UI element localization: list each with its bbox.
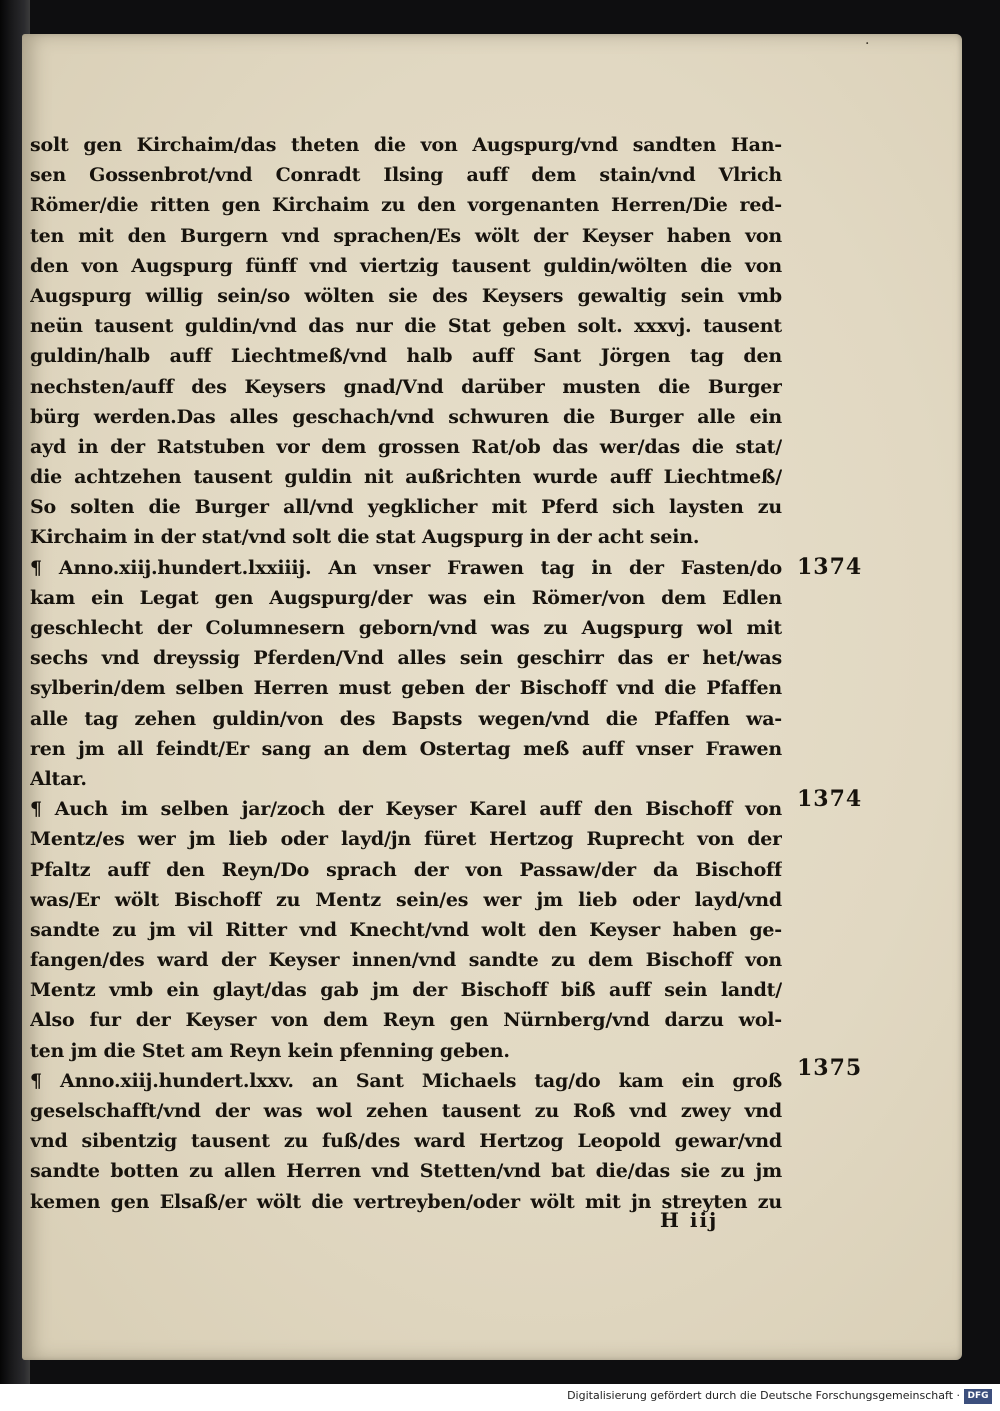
- margin-year: 1374: [797, 554, 863, 580]
- text-line: neün tausent guldin/vnd das nur die Stat geben solt. xxxvj. tausent: [30, 315, 782, 338]
- signature-mark: H iij: [660, 1208, 719, 1232]
- text-line: kemen gen Elsaß/er wölt die vertreyben/oder wölt mit jn streyten zu: [30, 1190, 782, 1213]
- text-line: Mentz/es wer jm lieb oder layd/jn füret Hertzog Ruprecht von der: [30, 828, 782, 851]
- text-line: vnd sibentzig tausent zu fuß/des ward Hertzog Leopold gewar/vnd: [30, 1130, 782, 1153]
- text-line: kam ein Legat gen Augspurg/der was ein Römer/von dem Edlen: [30, 586, 782, 609]
- text-line: sechs vnd dreyssig Pferden/Vnd alles sein geschirr das er het/was: [30, 647, 782, 670]
- text-line: Römer/die ritten gen Kirchaim zu den vorgenanten Herren/Die red‑: [30, 194, 782, 217]
- text-line: sen Gossenbrot/vnd Conradt Ilsing auff dem stain/vnd Vlrich: [30, 164, 782, 187]
- text-line: Augspurg willig sein/so wölten sie des Keysers gewaltig sein vmb: [30, 284, 782, 307]
- text-line: sandte botten zu allen Herren vnd Stetten/vnd bat die/das sie zu jm: [30, 1160, 782, 1183]
- book-page: [22, 34, 962, 1360]
- text-line: was/Er wölt Bischoff zu Mentz sein/es wer jm lieb oder layd/vnd: [30, 888, 782, 911]
- text-line: ayd in der Ratstuben vor dem grossen Rat/ob das wer/das die stat/: [30, 435, 782, 458]
- text-line: So solten die Burger all/vnd yegklicher mit Pferd sich laysten zu: [30, 496, 782, 519]
- margin-year: 1375: [797, 1055, 863, 1081]
- text-line: ren jm all feindt/Er sang an dem Ostertag meß auff vnser Frawen: [30, 737, 782, 760]
- text-line: solt gen Kirchaim/das theten die von Augspurg/vnd sandten Han‑: [30, 134, 782, 156]
- text-line: fangen/des ward der Keyser innen/vnd sandte zu dem Bischoff von: [30, 949, 782, 972]
- text-line: ¶ Anno.xiij.hundert.lxxv. an Sant Michaels tag/do kam ein groß: [30, 1069, 782, 1092]
- text-line: Altar.: [30, 767, 87, 790]
- text-line: sandte zu jm vil Ritter vnd Knecht/vnd wolt den Keyser haben ge‑: [30, 918, 782, 941]
- text-line: Kirchaim in der stat/vnd solt die stat Augspurg in der acht sein.: [30, 526, 700, 549]
- text-line: ¶ Anno.xiij.hundert.lxxiiij. An vnser Frawen tag in der Fasten/do: [30, 556, 782, 579]
- text-line: guldin/halb auff Liechtmeß/vnd halb auff Sant Jörgen tag den: [30, 345, 782, 368]
- text-line: Also fur der Keyser von dem Reyn gen Nürnberg/vnd darzu wol‑: [30, 1009, 782, 1032]
- text-line: sylberin/dem selben Herren must geben der Bischoff vnd die Pfaffen: [30, 677, 782, 700]
- text-line: nechsten/auff des Keysers gnad/Vnd darüber musten die Burger: [30, 375, 782, 398]
- margin-year: 1374: [797, 786, 863, 812]
- text-line: Mentz vmb ein glayt/das gab jm der Bischoff biß auff sein landt/: [30, 979, 782, 1002]
- text-line: Pfaltz auff den Reyn/Do sprach der von Passaw/der da Bischoff: [30, 858, 782, 881]
- dfg-logo: DFG: [964, 1389, 992, 1404]
- page-mark: ·: [865, 36, 870, 52]
- text-line: ten mit den Burgern vnd sprachen/Es wölt der Keyser haben von: [30, 224, 782, 247]
- text-line: alle tag zehen guldin/von des Bapsts wegen/vnd die Pfaffen wa‑: [30, 707, 782, 730]
- text-line: den von Augspurg fünff vnd viertzig tausent guldin/wölten die von: [30, 254, 782, 277]
- text-line: ¶ Auch im selben jar/zoch der Keyser Karel auff den Bischoff von: [30, 798, 782, 821]
- footer-bar: [0, 1384, 1000, 1411]
- text-line: geschlecht der Columnesern geborn/vnd was zu Augspurg wol mit: [30, 617, 782, 639]
- text-line: ten jm die Stet am Reyn kein pfenning geben.: [30, 1039, 510, 1062]
- text-line: bürg werden.Das alles geschach/vnd schwuren die Burger alle ein: [30, 405, 782, 428]
- funding-notice: Digitalisierung gefördert durch die Deutsche Forschungsgemeinschaft ·: [567, 1389, 960, 1402]
- text-line: geselschafft/vnd der was wol zehen tausent zu Roß vnd zwey vnd: [30, 1100, 782, 1122]
- body-text: [30, 130, 782, 1217]
- text-line: die achtzehen tausent guldin nit außrichten wurde auff Liechtmeß/: [30, 466, 782, 489]
